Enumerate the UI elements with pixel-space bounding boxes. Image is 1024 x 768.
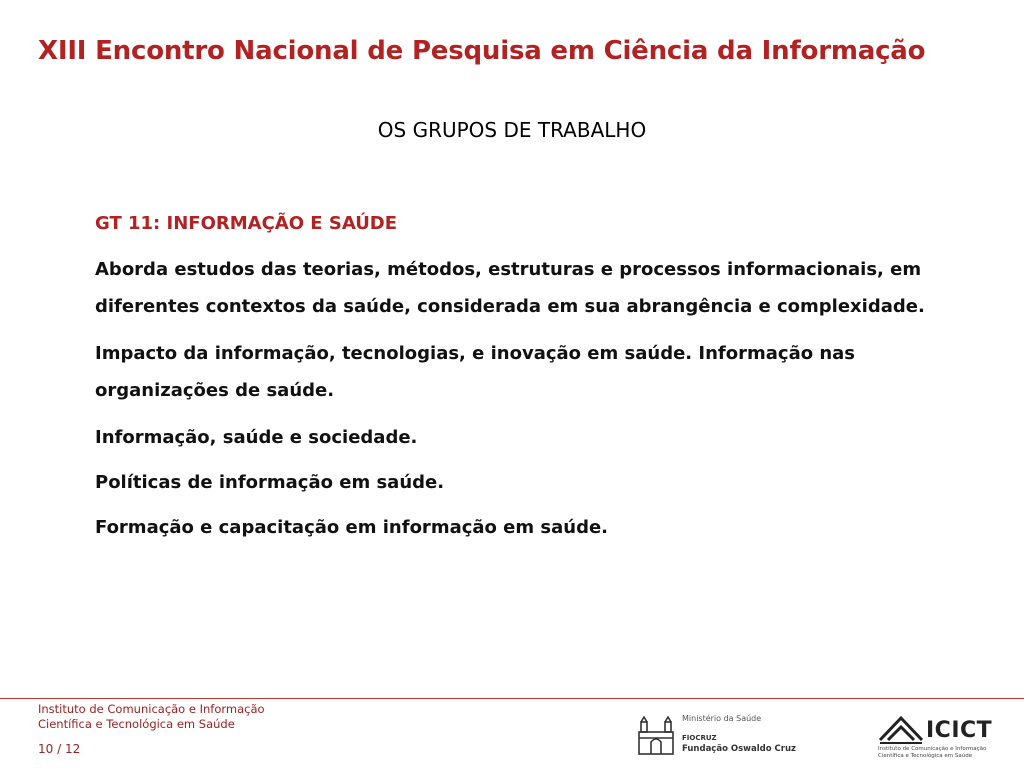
fiocruz-label: FIOCRUZ: [682, 734, 717, 742]
fiocruz-building-icon: [636, 714, 676, 756]
ministry-label: Ministério da Saúde: [682, 714, 762, 723]
page-number: 10 / 12: [38, 742, 81, 756]
footer-institute: [38, 702, 265, 732]
icict-mark-icon: [878, 714, 924, 746]
footer-divider: [0, 698, 1024, 699]
group-title: GT 11: INFORMAÇÃO E SAÚDE: [95, 213, 398, 234]
foundation-label: Fundação Oswaldo Cruz: [682, 744, 796, 754]
slide-title: XIII Encontro Nacional de Pesquisa em Ciência da Informação: [38, 36, 926, 66]
group-paragraph-description: Aborda estudos das teorias, métodos, estruturas e processos informacionais, em diferentes contextos da saúde, considerada em sua abrangência e complexidade.: [95, 259, 925, 317]
group-paragraph-impact: Impacto da informação, tecnologias, e inovação em saúde. Informação nas organizações de saúde.: [95, 343, 856, 401]
ministry-fiocruz-logo: [636, 712, 796, 756]
footer-institute-line2: Científica e Tecnológica em Saúde: [38, 717, 235, 731]
section-heading: OS GRUPOS DE TRABALHO: [377, 118, 647, 142]
icict-name: ICICT: [926, 718, 993, 743]
icict-logo: [876, 712, 1006, 758]
content-area: [95, 209, 925, 554]
footer-institute-line1: Instituto de Comunicação e Informação: [38, 702, 265, 716]
group-paragraph-policies: Políticas de informação em saúde.: [95, 472, 445, 493]
group-paragraph-society: Informação, saúde e sociedade.: [95, 427, 418, 448]
group-paragraph-training: Formação e capacitação em informação em saúde.: [95, 517, 608, 538]
icict-subtitle: Instituto de Comunicação e Informação Científica e Tecnológica em Saúde: [878, 746, 987, 759]
